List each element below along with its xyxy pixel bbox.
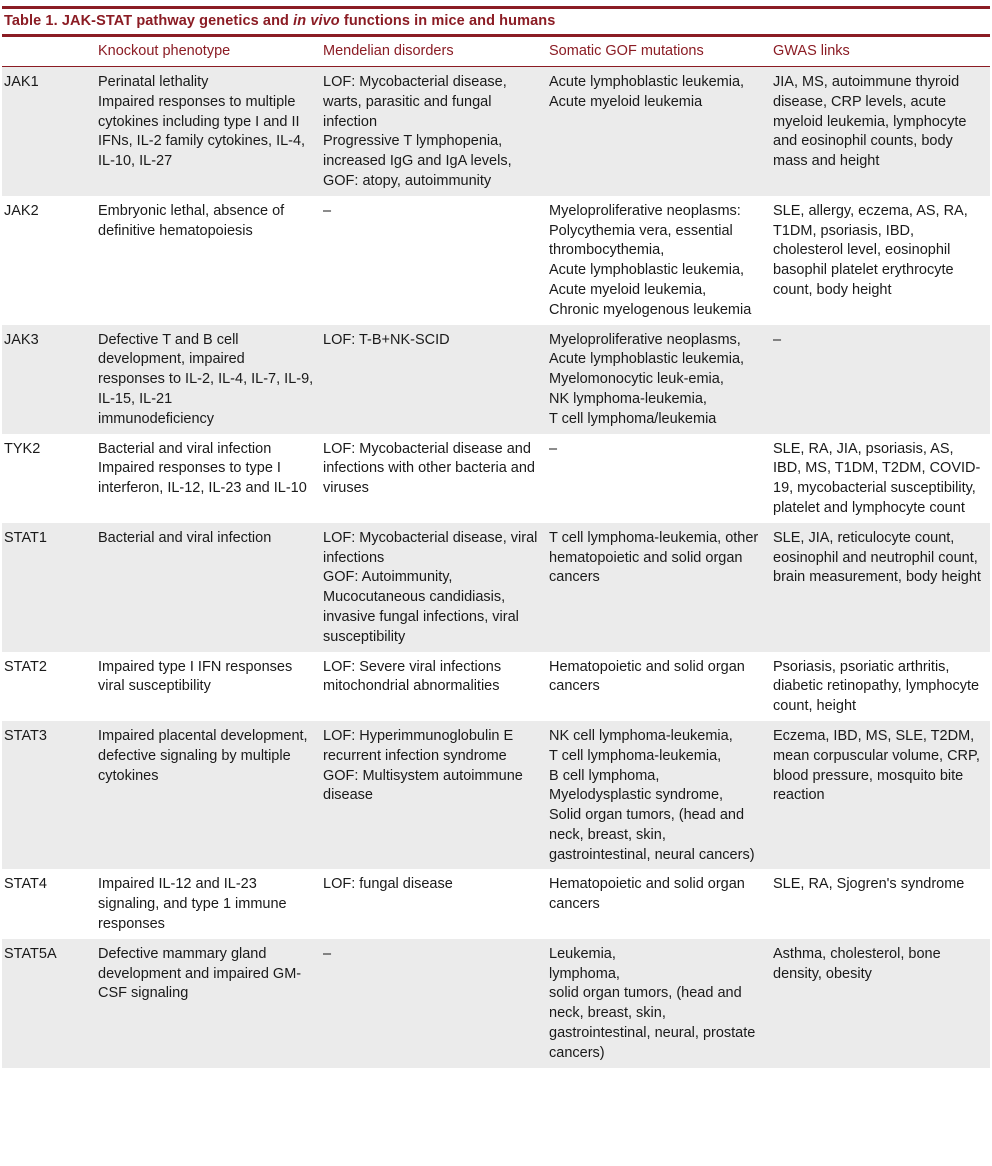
cell-gwas: Eczema, IBD, MS, SLE, T2DM, mean corpuscular volume, CRP, blood pressure, mosquito bite reaction [771,721,990,870]
cell-mendelian: LOF: T-B+NK-SCID [321,325,547,434]
table-row [2,869,990,938]
cell-knockout: Perinatal lethality Impaired responses to multiple cytokines including type I and II IFNs, IL-2 family cytokines, IL-4, IL-10, IL-27 [96,67,321,196]
cell-gene: STAT4 [2,869,96,938]
header-gene [2,37,96,67]
cell-mendelian: LOF: Hyperimmunoglobulin E recurrent infection syndrome GOF: Multisystem autoimmune disease [321,721,547,870]
header-somatic: Somatic GOF mutations [547,37,771,67]
cell-somatic: Leukemia, lymphoma, solid organ tumors, (head and neck, breast, skin, gastrointestinal, neural, prostate cancers) [547,939,771,1068]
cell-gene: STAT1 [2,523,96,652]
table-row [2,523,990,652]
cell-mendelian: – [321,939,547,1068]
cell-gene: STAT2 [2,652,96,721]
table-row [2,721,990,870]
cell-gene: JAK2 [2,196,96,325]
table-row [2,939,990,1068]
cell-somatic: – [547,434,771,523]
cell-gene: JAK1 [2,67,96,196]
cell-gwas: SLE, allergy, eczema, AS, RA, T1DM, psoriasis, IBD, cholesterol level, eosinophil basophil platelet erythrocyte count, body height [771,196,990,325]
title-prefix: Table 1. JAK-STAT pathway genetics and [4,13,294,29]
cell-mendelian: LOF: fungal disease [321,869,547,938]
title-suffix: functions in mice and humans [339,13,556,29]
table-container [2,6,990,1068]
cell-gene: JAK3 [2,325,96,434]
cell-gwas: – [771,325,990,434]
cell-gene: STAT3 [2,721,96,870]
cell-somatic: Hematopoietic and solid organ cancers [547,869,771,938]
cell-gene: STAT5A [2,939,96,1068]
cell-somatic: Acute lymphoblastic leukemia, Acute myeloid leukemia [547,67,771,196]
header-mendelian: Mendelian disorders [321,37,547,67]
header-knockout: Knockout phenotype [96,37,321,67]
cell-gwas: SLE, JIA, reticulocyte count, eosinophil and neutrophil count, brain measurement, body height [771,523,990,652]
header-row [2,37,990,67]
cell-gwas: SLE, RA, Sjogren's syndrome [771,869,990,938]
cell-mendelian: LOF: Mycobacterial disease, viral infections GOF: Autoimmunity, Mucocutaneous candidiasis, invasive fungal infections, viral susceptibility [321,523,547,652]
cell-somatic: T cell lymphoma-leukemia, other hematopoietic and solid organ cancers [547,523,771,652]
table-title [2,9,990,34]
cell-knockout: Impaired placental development, defective signaling by multiple cytokines [96,721,321,870]
title-italic: in vivo [293,13,340,29]
table-row [2,196,990,325]
table-row [2,434,990,523]
jak-stat-table [2,37,990,1068]
cell-mendelian: – [321,196,547,325]
cell-knockout: Defective mammary gland development and impaired GM-CSF signaling [96,939,321,1068]
header-gwas: GWAS links [771,37,990,67]
cell-knockout: Impaired IL-12 and IL-23 signaling, and type 1 immune responses [96,869,321,938]
cell-gwas: SLE, RA, JIA, psoriasis, AS, IBD, MS, T1DM, T2DM, COVID-19, mycobacterial susceptibility, platelet and lymphocyte count [771,434,990,523]
cell-mendelian: LOF: Mycobacterial disease and infections with other bacteria and viruses [321,434,547,523]
cell-mendelian: LOF: Mycobacterial disease, warts, parasitic and fungal infection Progressive T lymphopenia, increased IgG and IgA levels, GOF: atopy, autoimmunity [321,67,547,196]
cell-gwas: JIA, MS, autoimmune thyroid disease, CRP levels, acute myeloid leukemia, lymphocyte and eosinophil counts, body mass and height [771,67,990,196]
cell-somatic: Hematopoietic and solid organ cancers [547,652,771,721]
cell-somatic: Myeloproliferative neoplasms, Acute lymphoblastic leukemia, Myelomonocytic leuk-emia, NK lymphoma-leukemia, T cell lymphoma/leukemia [547,325,771,434]
cell-knockout: Defective T and B cell development, impaired responses to IL-2, IL-4, IL-7, IL-9, IL-15, IL-21 immunodeficiency [96,325,321,434]
cell-gwas: Psoriasis, psoriatic arthritis, diabetic retinopathy, lymphocyte count, height [771,652,990,721]
cell-somatic: NK cell lymphoma-leukemia, T cell lymphoma-leukemia, B cell lymphoma, Myelodysplastic syndrome, Solid organ tumors, (head and neck, breast, skin, gastrointestinal, neural cancers) [547,721,771,870]
cell-knockout: Embryonic lethal, absence of definitive hematopoiesis [96,196,321,325]
cell-knockout: Bacterial and viral infection Impaired responses to type I interferon, IL-12, IL-23 and IL-10 [96,434,321,523]
cell-gene: TYK2 [2,434,96,523]
table-row [2,325,990,434]
cell-somatic: Myeloproliferative neoplasms: Polycythemia vera, essential thrombocythemia, Acute lymphoblastic leukemia, Acute myeloid leukemia, Chronic myelogenous leukemia [547,196,771,325]
table-row [2,652,990,721]
table-row [2,67,990,196]
cell-mendelian: LOF: Severe viral infections mitochondrial abnormalities [321,652,547,721]
cell-knockout: Impaired type I IFN responses viral susceptibility [96,652,321,721]
cell-knockout: Bacterial and viral infection [96,523,321,652]
cell-gwas: Asthma, cholesterol, bone density, obesity [771,939,990,1068]
